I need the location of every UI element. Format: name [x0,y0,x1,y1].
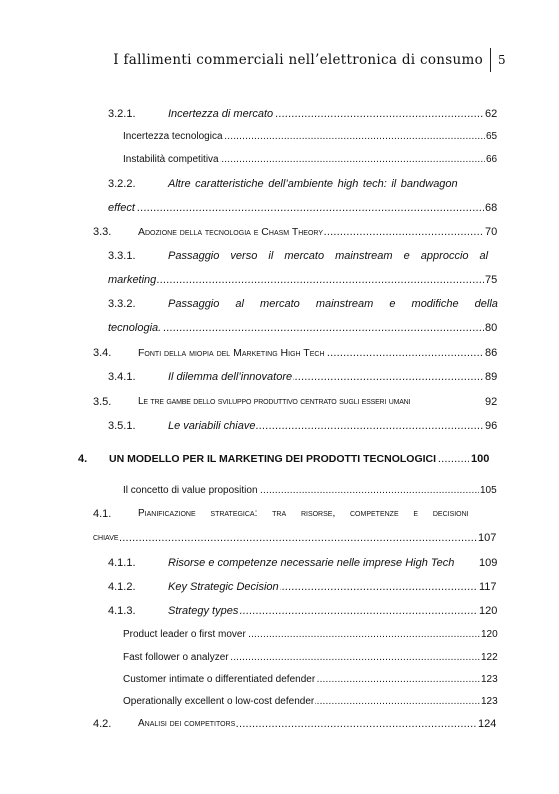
toc-entry[interactable] [0,347,559,363]
toc-page: 89 [485,371,498,383]
toc-page: 66 [486,154,498,165]
toc-title: Analisi dei competitors [138,718,236,729]
toc-page: 68 [485,202,498,214]
toc-number: 4.1.3. [108,605,136,617]
toc-entry[interactable] [0,674,559,688]
toc-entry[interactable] [0,371,559,387]
toc-title: Fonti della miopia del Marketing High Tech [138,347,325,359]
toc-entry[interactable] [0,557,559,573]
toc-title-line2: chiave [93,532,119,543]
toc-entry[interactable] [0,485,559,499]
toc-entry[interactable] [0,508,559,548]
toc-page: 122 [481,652,498,663]
toc-entry[interactable] [0,131,559,145]
toc-entry[interactable] [0,108,559,124]
toc-title: Product leader o first mover [123,629,246,640]
toc-number: 3.5. [93,396,112,408]
toc-number: 3.3.1. [108,250,136,262]
toc-entry[interactable] [0,250,559,290]
toc-entry[interactable] [0,652,559,666]
toc-number: 3.3. [93,226,112,238]
toc-entry[interactable] [0,696,559,710]
toc-title: Strategy types [168,605,239,617]
toc-number: 3.5.1. [108,420,136,432]
toc-title: Instabilità competitiva [123,154,219,165]
toc-title: Il dilemma dell’innovatore [168,371,293,383]
toc-entry[interactable] [0,629,559,643]
toc-page: 120 [481,629,498,640]
toc-page: 100 [471,453,490,465]
toc-entry[interactable] [0,298,559,338]
toc-page: 109 [479,557,498,569]
header-page-number: 5 [498,53,506,67]
toc-number: 3.4.1. [108,371,136,383]
toc-title-line2: marketing [108,274,157,286]
header-title: I fallimenti commerciali nell’elettronica di consumo [113,52,483,68]
toc-title-line1: Passaggio al mercato mainstream e modifiche della [168,298,498,310]
toc-number: 3.2.2. [108,178,136,190]
toc-chapter-entry[interactable] [0,453,559,469]
toc-title-line2: tecnologia. [108,322,162,334]
toc-title: Fast follower o analyzer [123,652,229,663]
toc-title: Operationally excellent o low-cost defender [123,696,315,707]
toc-entry[interactable] [0,420,559,436]
toc-title: Adozione della tecnologia e Chasm Theory [138,226,324,238]
toc-title: Il concetto di value proposition [123,485,258,496]
toc-page: 105 [480,485,497,496]
toc-page: 120 [479,605,498,617]
toc-title: UN MODELLO PER IL MARKETING DEI PRODOTTI TECNOLOGICI [109,453,437,465]
toc-entry[interactable] [0,581,559,597]
toc-title: Le variabili chiave [168,420,256,432]
toc-entry[interactable] [0,226,559,242]
toc-title-line1: Passaggio verso il mercato mainstream e approccio al [168,250,489,262]
toc-page: 124 [478,718,497,730]
toc-entry[interactable] [0,178,559,218]
toc-entry[interactable] [0,154,559,168]
toc-number: 4.1.1. [108,557,136,569]
toc-title: Incertezza tecnologica [123,131,223,142]
toc-title: Key Strategic Decision [168,581,279,593]
toc-title: Le tre gambe dello sviluppo produttivo centrato sugli esseri umani [138,396,411,407]
toc-number: 4.1.2. [108,581,136,593]
toc-title-line2: effect [108,202,135,214]
toc-page: 86 [485,347,498,359]
toc-entry[interactable] [0,605,559,621]
toc-page: 107 [478,532,497,544]
toc-number: 4. [78,453,88,465]
toc-page: 62 [485,108,498,120]
toc-number: 3.2.1. [108,108,136,120]
toc-title: Customer intimate o differentiated defender [123,674,316,685]
toc-number: 4.2. [93,718,112,730]
toc-title-line1: Pianificazione strategica: tra risorse, competenze e decisioni [138,508,469,519]
toc-page: 117 [479,581,497,593]
toc-entry[interactable] [0,718,559,734]
toc-page: 80 [485,322,498,334]
toc-page: 123 [481,674,498,685]
toc-page: 75 [485,274,498,286]
toc-page: 92 [485,396,498,408]
toc-page: 96 [485,420,498,432]
toc-number: 4.1. [93,508,112,520]
toc-page: 65 [486,131,498,142]
toc-entry[interactable] [0,396,559,412]
toc-title: Risorse e competenze necessarie nelle imprese High Tech [168,557,455,569]
toc-page: 70 [485,226,498,238]
toc-page: 123 [481,696,498,707]
toc-title-line1: Altre caratteristiche dell’ambiente high tech: il bandwagon [168,178,458,190]
toc-title: Incertezza di mercato [168,108,274,120]
toc-number: 3.3.2. [108,298,136,310]
toc-number: 3.4. [93,347,112,359]
header-separator [490,48,491,72]
running-header [0,48,559,78]
